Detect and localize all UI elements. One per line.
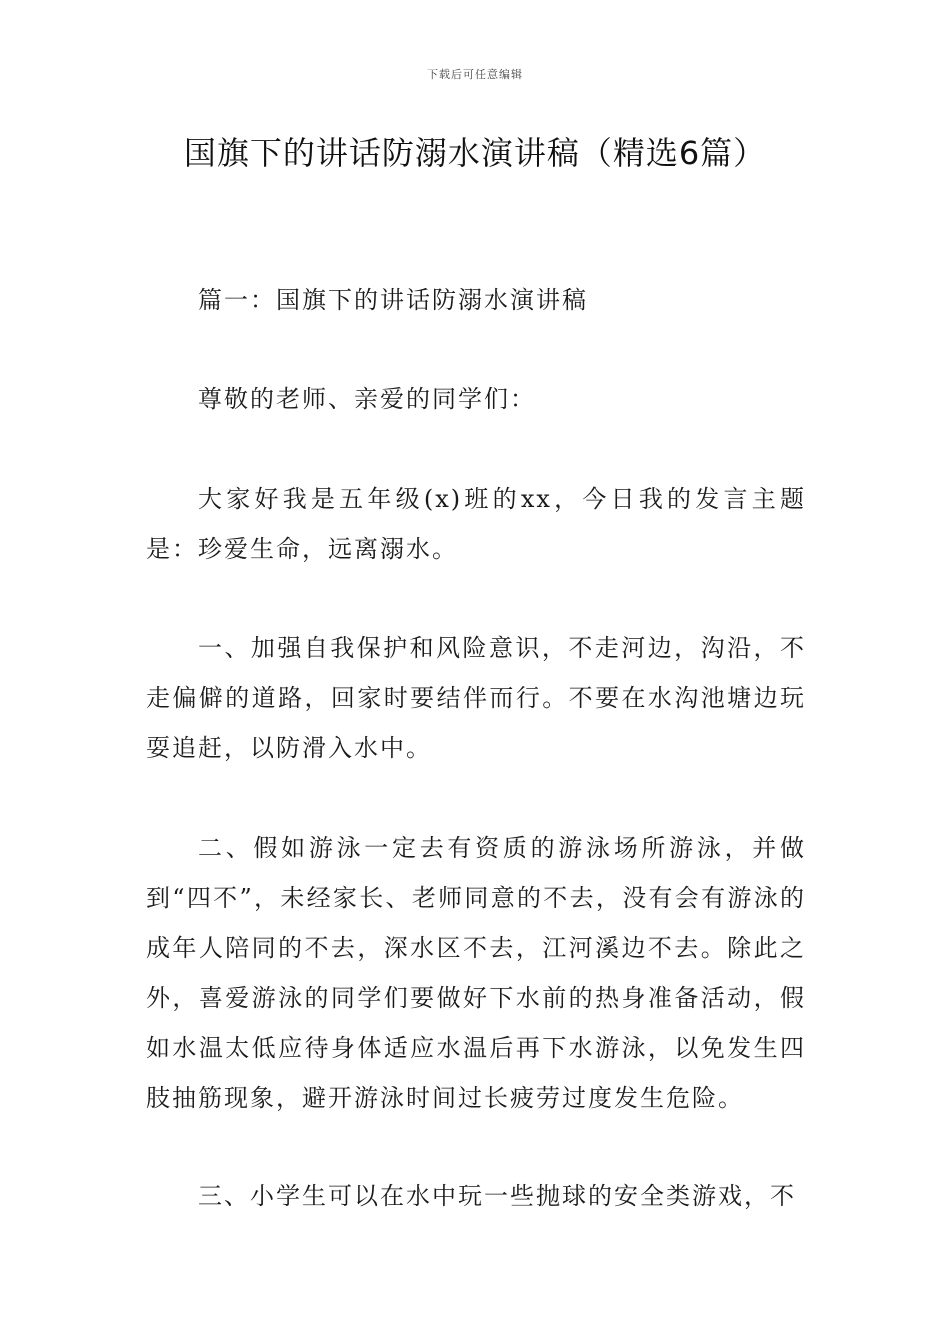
paragraph-heading: 篇一：国旗下的讲话防溺水演讲稿 [198,286,588,314]
section-heading [146,275,806,325]
paragraph-point-two: 二、假如游泳一定去有资质的游泳场所游泳，并做到“四不”，未经家长、老师同意的不去，没有会有游泳的成年人陪同的不去，深水区不去，江河溪边不去。除此之外，喜爱游泳的同学们要做好下水前的热身准备活动，假如水温太低应待身体适应水温后再下水游泳，以免发生四肢抽筋现象，避开游泳时间过长疲劳过度发生危险。 [146,834,806,1112]
header-note: 下载后可任意编辑 [427,68,523,81]
paragraph-point-three: 三、小学生可以在水中玩一些抛球的安全类游戏，不 [198,1182,796,1210]
paragraph-greeting: 尊敬的老师、亲爱的同学们： [198,385,536,413]
intro-block [146,474,806,574]
point-two-block [146,823,806,1123]
paragraph-intro: 大家好我是五年级(x)班的xx，今日我的发言主题是：珍爱生命，远离溺水。 [146,485,806,563]
point-one-block [146,623,806,773]
document-title: 国旗下的讲话防溺水演讲稿（精选6篇） [183,134,767,172]
greeting-block [146,374,806,424]
paragraph-point-one: 一、加强自我保护和风险意识，不走河边，沟沿，不走偏僻的道路，回家时要结伴而行。不要在水沟池塘边玩耍追赶，以防滑入水中。 [146,634,806,762]
point-three-block [146,1171,806,1221]
